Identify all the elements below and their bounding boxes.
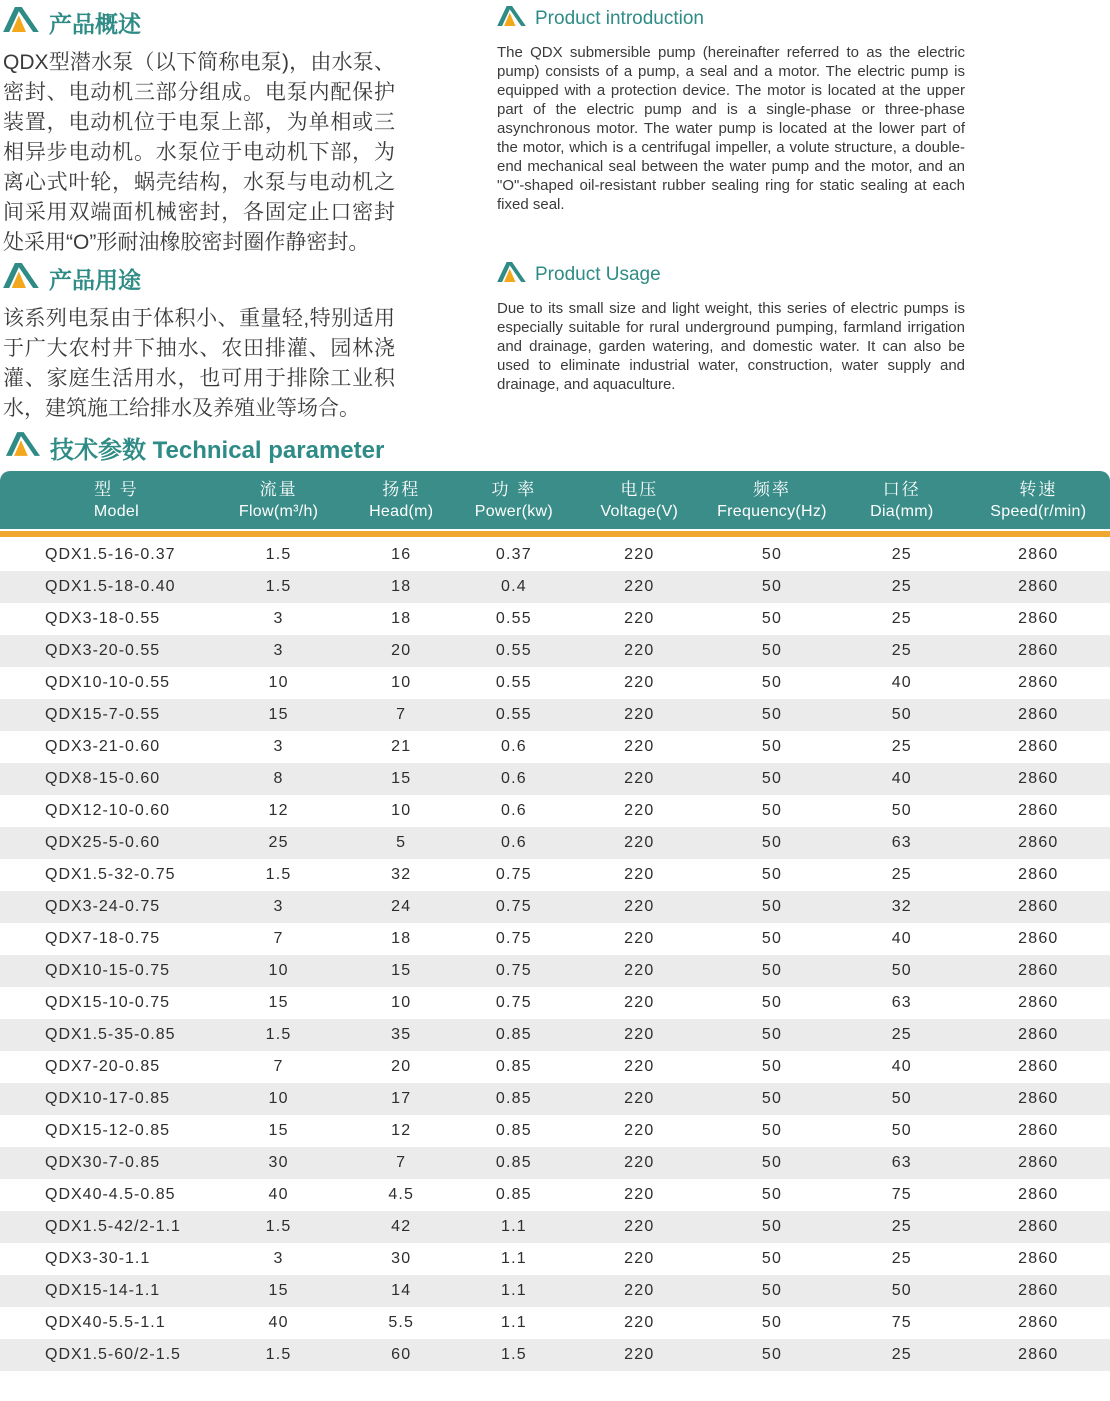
column-header-cn: 功 率 <box>491 480 537 499</box>
cell: 25 <box>891 866 912 883</box>
cell: 220 <box>624 1250 655 1267</box>
cell: QDX1.5-32-0.75 <box>45 866 176 883</box>
cell: 220 <box>624 738 655 755</box>
header-accent-bar <box>0 531 1110 537</box>
table-row <box>0 763 1110 795</box>
intro-en-title: Product introduction <box>535 8 704 29</box>
usage-en-body: Due to its small size and light weight, this series of electric pumps is especially suitable for rural underground pumping, farmland irrigation and drainage, garden watering, and domestic water. It can also be used to eliminate industrial water, construction, water supply and drainage, and aquaculture. <box>497 300 965 393</box>
cell: 220 <box>624 706 655 723</box>
table-row <box>0 1019 1110 1051</box>
cell: 50 <box>761 930 783 947</box>
cell: 75 <box>891 1314 912 1331</box>
cell: QDX15-12-0.85 <box>45 1122 171 1139</box>
cell: 2860 <box>1018 1250 1059 1267</box>
intro-en-heading <box>497 6 965 32</box>
cell: 220 <box>624 1122 655 1139</box>
cell: 50 <box>891 706 912 723</box>
cell: 2860 <box>1018 578 1059 595</box>
cell: 50 <box>761 994 783 1011</box>
cell: QDX8-15-0.60 <box>45 770 161 787</box>
table-row <box>0 1243 1110 1275</box>
cell: 7 <box>396 706 407 723</box>
cell: 2860 <box>1018 1218 1059 1235</box>
column-header-en: Dia(mm) <box>870 503 934 520</box>
table-row <box>0 571 1110 603</box>
cell: 10 <box>391 674 412 691</box>
cell: 30 <box>391 1250 412 1267</box>
cell: 18 <box>391 930 412 947</box>
cell: 50 <box>761 770 783 787</box>
cell: 220 <box>624 866 655 883</box>
cell: 220 <box>624 1026 655 1043</box>
table-row <box>0 539 1110 571</box>
column-header-cn: 转速 <box>1019 480 1058 499</box>
cell: 50 <box>761 1026 783 1043</box>
cell: QDX1.5-18-0.40 <box>45 578 176 595</box>
cell: QDX3-24-0.75 <box>45 898 161 915</box>
cell: QDX12-10-0.60 <box>45 802 171 819</box>
column-header-cn: 扬程 <box>382 480 421 499</box>
cell: 50 <box>761 1058 783 1075</box>
cell: 2860 <box>1018 546 1059 563</box>
cell: 220 <box>624 1282 655 1299</box>
cell: 7 <box>273 1058 284 1075</box>
cell: 1.5 <box>500 1346 527 1363</box>
cell: QDX1.5-35-0.85 <box>45 1026 176 1043</box>
table-row <box>0 859 1110 891</box>
table-row <box>0 1339 1110 1371</box>
cell: QDX3-30-1.1 <box>45 1250 151 1267</box>
cell: 50 <box>761 866 783 883</box>
cell: 1.1 <box>500 1282 527 1299</box>
cell: 15 <box>268 706 289 723</box>
cell: QDX30-7-0.85 <box>45 1154 161 1171</box>
column-header <box>0 478 211 522</box>
cell: 50 <box>761 834 783 851</box>
cell: 220 <box>624 962 655 979</box>
cell: 220 <box>624 1218 655 1235</box>
cell: 2860 <box>1018 674 1059 691</box>
technical-parameter-heading <box>6 432 1110 462</box>
cell: 1.5 <box>265 578 292 595</box>
cell: 220 <box>624 802 655 819</box>
column-header <box>346 478 456 522</box>
cell: 0.6 <box>500 834 527 851</box>
cell: 220 <box>624 1186 655 1203</box>
table-row <box>0 1307 1110 1339</box>
cell: 50 <box>891 962 912 979</box>
cell: 1.5 <box>265 1026 292 1043</box>
cell: 17 <box>391 1090 412 1107</box>
table-row <box>0 1275 1110 1307</box>
table-row <box>0 827 1110 859</box>
table-row <box>0 955 1110 987</box>
cell: 2860 <box>1018 930 1059 947</box>
cell: 220 <box>624 546 655 563</box>
cell: 12 <box>391 1122 412 1139</box>
cell: 15 <box>268 994 289 1011</box>
table-row <box>0 923 1110 955</box>
cell: 1.5 <box>265 866 292 883</box>
table-row <box>0 1147 1110 1179</box>
cell: 32 <box>891 898 912 915</box>
logo-icon <box>497 262 526 288</box>
cell: 8 <box>273 770 284 787</box>
cell: 25 <box>891 1346 912 1363</box>
cell: 220 <box>624 674 655 691</box>
table-row <box>0 603 1110 635</box>
overview-cn-title: 产品概述 <box>49 11 141 37</box>
cell: 5.5 <box>388 1314 415 1331</box>
column-header <box>837 478 967 522</box>
cell: 2860 <box>1018 962 1059 979</box>
column-header <box>967 478 1110 522</box>
cell: 50 <box>761 962 783 979</box>
cell: 18 <box>391 578 412 595</box>
cell: 63 <box>891 994 912 1011</box>
cell: 0.6 <box>500 770 527 787</box>
cell: 12 <box>268 802 289 819</box>
cell: 0.75 <box>495 962 532 979</box>
cell: 2860 <box>1018 802 1059 819</box>
cell: QDX1.5-16-0.37 <box>45 546 176 563</box>
cell: 40 <box>891 674 912 691</box>
logo-icon <box>497 6 526 32</box>
cell: 42 <box>391 1218 412 1235</box>
cell: 2860 <box>1018 898 1059 915</box>
cell: 25 <box>891 1250 912 1267</box>
section-usage-en <box>497 262 1110 432</box>
table-row <box>0 667 1110 699</box>
cell: 3 <box>273 738 284 755</box>
column-header-en: Power(kw) <box>474 503 554 520</box>
cell: 220 <box>624 770 655 787</box>
cell: 25 <box>891 578 912 595</box>
cell: 0.37 <box>495 546 532 563</box>
cell: 220 <box>624 994 655 1011</box>
column-header-en: Head(m) <box>369 503 434 520</box>
cell: 2860 <box>1018 610 1059 627</box>
cell: 2860 <box>1018 866 1059 883</box>
column-header-en: Flow(m³/h) <box>238 503 319 520</box>
section-row-usage <box>0 262 1110 432</box>
cell: 10 <box>391 802 412 819</box>
cell: 50 <box>761 706 783 723</box>
cell: 1.5 <box>265 1218 292 1235</box>
cell: 2860 <box>1018 706 1059 723</box>
cell: 220 <box>624 642 655 659</box>
cell: 220 <box>624 898 655 915</box>
cell: 63 <box>891 834 912 851</box>
cell: 3 <box>273 642 284 659</box>
cell: QDX25-5-0.60 <box>45 834 161 851</box>
cell: 2860 <box>1018 1314 1059 1331</box>
table-header <box>0 471 1110 529</box>
cell: 10 <box>268 674 289 691</box>
cell: 40 <box>891 770 912 787</box>
cell: 0.85 <box>495 1026 532 1043</box>
cell: 2860 <box>1018 994 1059 1011</box>
cell: 1.5 <box>265 1346 292 1363</box>
intro-en-body: The QDX submersible pump (hereinafter referred to as the electric pump) consists of a pump, a seal and a motor. The electric pump is equipped with a protection device. The motor is located at the upper part of the electric pump and is a single-phase or three-phase asynchronous motor. The water pump is located at the lower part of the motor, which is a centrifugal impeller, a volute structure, a double-end mechanical seal between the water pump and the motor, and an "O"-shaped oil-resistant rubber sealing ring for static sealing at each fixed seal. <box>497 44 965 213</box>
cell: QDX40-4.5-0.85 <box>45 1186 176 1203</box>
cell: 0.55 <box>495 706 532 723</box>
cell: QDX10-15-0.75 <box>45 962 171 979</box>
cell: 10 <box>268 962 289 979</box>
cell: 50 <box>761 1154 783 1171</box>
cell: 0.4 <box>500 578 527 595</box>
cell: 1.1 <box>500 1314 527 1331</box>
cell: 15 <box>268 1122 289 1139</box>
cell: 3 <box>273 898 284 915</box>
cell: 2860 <box>1018 1186 1059 1203</box>
column-header <box>211 478 346 522</box>
cell: 0.85 <box>495 1186 532 1203</box>
column-header <box>456 478 571 522</box>
table-row <box>0 891 1110 923</box>
cell: 3 <box>273 610 284 627</box>
column-header-cn: 型 号 <box>94 480 139 499</box>
table-row <box>0 1179 1110 1211</box>
cell: 21 <box>391 738 412 755</box>
table-row <box>0 1115 1110 1147</box>
overview-cn-heading <box>3 6 497 39</box>
cell: 0.85 <box>495 1154 532 1171</box>
cell: 20 <box>391 1058 412 1075</box>
cell: 50 <box>761 1282 783 1299</box>
column-header-cn: 口径 <box>882 480 921 499</box>
cell: 50 <box>761 674 783 691</box>
cell: 0.85 <box>495 1058 532 1075</box>
cell: 7 <box>273 930 284 947</box>
usage-en-heading <box>497 262 965 288</box>
cell: QDX3-18-0.55 <box>45 610 161 627</box>
cell: QDX40-5.5-1.1 <box>45 1314 166 1331</box>
cell: 32 <box>391 866 412 883</box>
cell: 2860 <box>1018 1090 1059 1107</box>
cell: 16 <box>391 546 412 563</box>
cell: 20 <box>391 642 412 659</box>
cell: 40 <box>268 1186 289 1203</box>
cell: 2860 <box>1018 1026 1059 1043</box>
table-row <box>0 731 1110 763</box>
column-header-en: Model <box>93 503 139 520</box>
cell: 40 <box>268 1314 289 1331</box>
cell: QDX7-18-0.75 <box>45 930 161 947</box>
cell: 75 <box>891 1186 912 1203</box>
table-row <box>0 1211 1110 1243</box>
cell: 220 <box>624 1058 655 1075</box>
cell: QDX1.5-42/2-1.1 <box>45 1218 181 1235</box>
column-header-en: Voltage(V) <box>600 503 679 520</box>
table-row <box>0 1083 1110 1115</box>
cell: 14 <box>391 1282 412 1299</box>
logo-icon <box>3 263 39 294</box>
cell: 50 <box>891 1090 912 1107</box>
column-header-cn: 流量 <box>259 480 298 499</box>
cell: QDX3-21-0.60 <box>45 738 161 755</box>
cell: 0.55 <box>495 674 532 691</box>
cell: 220 <box>624 1346 655 1363</box>
cell: 220 <box>624 834 655 851</box>
table-row <box>0 795 1110 827</box>
cell: 35 <box>391 1026 412 1043</box>
cell: 2860 <box>1018 1058 1059 1075</box>
cell: 4.5 <box>388 1186 415 1203</box>
cell: 2860 <box>1018 1346 1059 1363</box>
cell: 2860 <box>1018 738 1059 755</box>
column-header <box>707 478 837 522</box>
cell: 50 <box>761 1346 783 1363</box>
column-header-cn: 电压 <box>620 480 659 499</box>
cell: 2860 <box>1018 1154 1059 1171</box>
cell: 50 <box>761 738 783 755</box>
cell: 60 <box>391 1346 412 1363</box>
cell: 2860 <box>1018 1122 1059 1139</box>
cell: 220 <box>624 578 655 595</box>
cell: 50 <box>761 1218 783 1235</box>
cell: 50 <box>761 1250 783 1267</box>
cell: 50 <box>891 802 912 819</box>
table-row <box>0 699 1110 731</box>
logo-icon <box>3 7 39 38</box>
cell: QDX15-14-1.1 <box>45 1282 161 1299</box>
cell: 220 <box>624 1090 655 1107</box>
cell: 1.1 <box>500 1218 527 1235</box>
cell: 40 <box>891 930 912 947</box>
cell: QDX15-7-0.55 <box>45 706 161 723</box>
cell: 220 <box>624 930 655 947</box>
section-intro-en <box>497 6 1110 262</box>
cell: 1.5 <box>265 546 292 563</box>
cell: 3 <box>273 1250 284 1267</box>
cell: QDX1.5-60/2-1.5 <box>45 1346 181 1363</box>
cell: 5 <box>396 834 407 851</box>
cell: 30 <box>268 1154 289 1171</box>
cell: 40 <box>891 1058 912 1075</box>
cell: 0.6 <box>500 738 527 755</box>
cell: 15 <box>391 770 412 787</box>
cell: 50 <box>761 1122 783 1139</box>
cell: 10 <box>391 994 412 1011</box>
cell: 50 <box>761 642 783 659</box>
cell: 50 <box>891 1122 912 1139</box>
cell: 25 <box>891 1026 912 1043</box>
cell: 63 <box>891 1154 912 1171</box>
cell: 10 <box>268 1090 289 1107</box>
column-header-en: Speed(r/min) <box>990 503 1087 520</box>
cell: 220 <box>624 1154 655 1171</box>
cell: 24 <box>391 898 412 915</box>
usage-cn-body: 该系列电泵由于体积小、重量轻,特别适用于广大农村井下抽水、农田排灌、园林浇灌、家庭生活用水，也可用于排除工业积水，建筑施工给排水及养殖业等场合。 <box>3 307 395 420</box>
cell: 50 <box>761 802 783 819</box>
section-row-overview <box>0 6 1110 262</box>
cell: 0.6 <box>500 802 527 819</box>
cell: 25 <box>891 610 912 627</box>
section-overview-cn <box>0 6 497 262</box>
cell: 15 <box>268 1282 289 1299</box>
usage-en-title: Product Usage <box>535 264 661 285</box>
technical-parameter-title: 技术参数 Technical parameter <box>50 436 385 464</box>
cell: 0.85 <box>495 1090 532 1107</box>
table-row <box>0 987 1110 1019</box>
cell: QDX15-10-0.75 <box>45 994 171 1011</box>
cell: 50 <box>891 1282 912 1299</box>
column-header <box>572 478 707 522</box>
table-body <box>0 539 1110 1371</box>
table-row <box>0 635 1110 667</box>
cell: 0.75 <box>495 866 532 883</box>
cell: 15 <box>391 962 412 979</box>
cell: 0.75 <box>495 898 532 915</box>
cell: 25 <box>268 834 289 851</box>
logo-icon <box>6 432 40 463</box>
cell: 220 <box>624 1314 655 1331</box>
column-header-en: Frequency(Hz) <box>717 503 827 520</box>
cell: 7 <box>396 1154 407 1171</box>
cell: 0.75 <box>495 994 532 1011</box>
cell: 0.55 <box>495 642 532 659</box>
cell: 18 <box>391 610 412 627</box>
cell: 50 <box>761 1186 783 1203</box>
overview-cn-body: QDX型潜水泵（以下简称电泵)，由水泵、密封、电动机三部分组成。电泵内配保护装置，电动机位于电泵上部，为单相或三相异步电动机。水泵位于电动机下部，为离心式叶轮，蜗壳结构，水泵与电动机之间采用双端面机械密封，各固定止口密封处采用“O”形耐油橡胶密封圈作静密封。 <box>3 51 395 254</box>
cell: 50 <box>761 610 783 627</box>
cell: QDX10-10-0.55 <box>45 674 171 691</box>
cell: 50 <box>761 1090 783 1107</box>
cell: 1.1 <box>500 1250 527 1267</box>
cell: 0.75 <box>495 930 532 947</box>
usage-cn-heading <box>3 262 497 295</box>
cell: 2860 <box>1018 1282 1059 1299</box>
section-usage-cn <box>0 262 497 432</box>
table-row <box>0 1051 1110 1083</box>
cell: 25 <box>891 738 912 755</box>
cell: 220 <box>624 610 655 627</box>
cell: 2860 <box>1018 834 1059 851</box>
cell: 0.55 <box>495 610 532 627</box>
specs-table <box>0 471 1110 1371</box>
cell: 50 <box>761 898 783 915</box>
column-header-cn: 频率 <box>752 480 791 499</box>
cell: QDX10-17-0.85 <box>45 1090 171 1107</box>
cell: 50 <box>761 546 783 563</box>
usage-cn-title: 产品用途 <box>49 267 141 293</box>
cell: 25 <box>891 642 912 659</box>
cell: QDX7-20-0.85 <box>45 1058 161 1075</box>
cell: 0.85 <box>495 1122 532 1139</box>
cell: 2860 <box>1018 642 1059 659</box>
cell: 25 <box>891 546 912 563</box>
cell: 50 <box>761 578 783 595</box>
cell: QDX3-20-0.55 <box>45 642 161 659</box>
cell: 50 <box>761 1314 783 1331</box>
cell: 2860 <box>1018 770 1059 787</box>
cell: 25 <box>891 1218 912 1235</box>
